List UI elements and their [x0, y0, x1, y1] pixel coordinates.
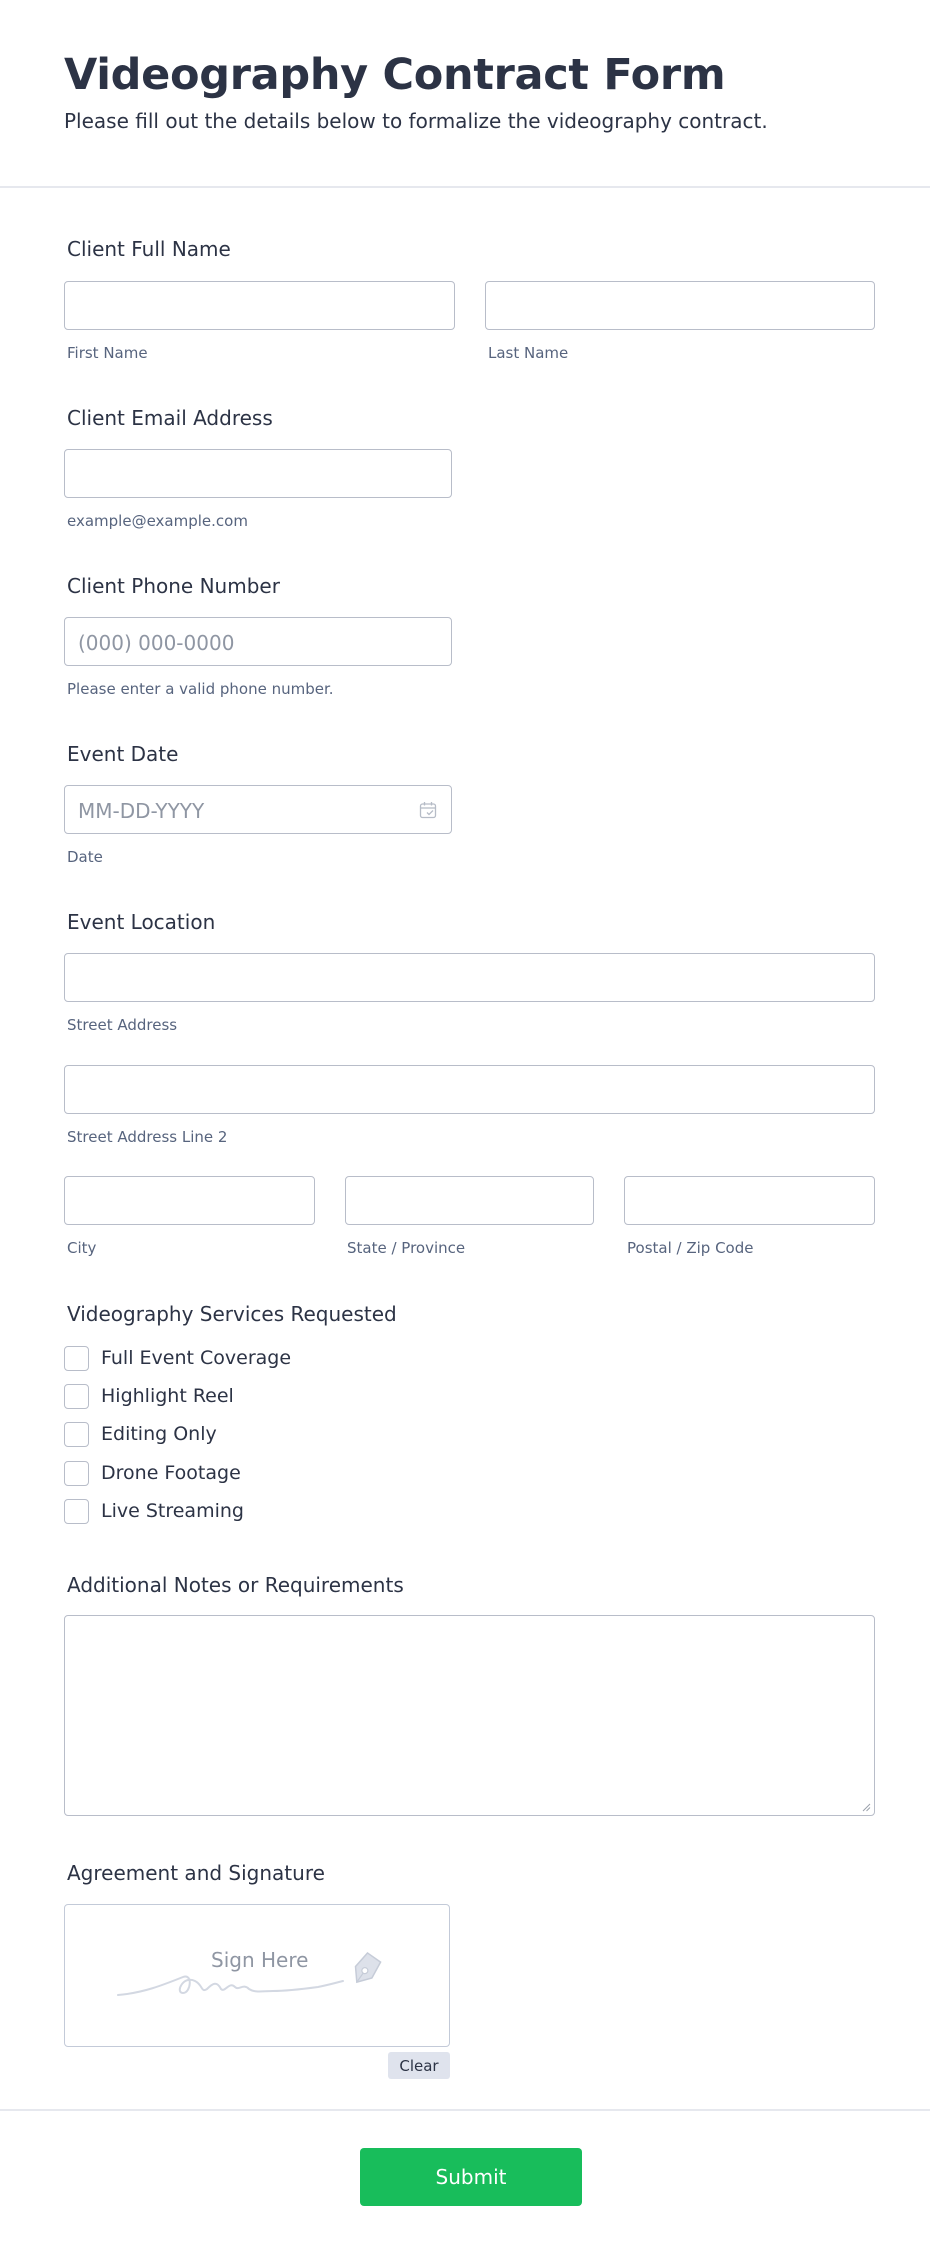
sign-here-prompt: Sign Here: [211, 1948, 309, 1972]
service-option-editing-only[interactable]: [64, 1421, 217, 1447]
form-header: [0, 0, 930, 188]
phone-placeholder: (000) 000-0000: [78, 631, 235, 655]
street-address-line2-sublabel: Street Address Line 2: [67, 1128, 228, 1146]
service-option-live-streaming[interactable]: [64, 1498, 244, 1524]
event-date-sublabel: Date: [67, 848, 103, 866]
notes-label: Additional Notes or Requirements: [67, 1573, 404, 1597]
first-name-sublabel: First Name: [67, 344, 148, 362]
street-address-input[interactable]: [64, 953, 875, 1002]
signature-pad[interactable]: [64, 1904, 450, 2047]
street-address-sublabel: Street Address: [67, 1016, 178, 1034]
zip-sublabel: Postal / Zip Code: [627, 1239, 754, 1257]
event-location-label: Event Location: [67, 910, 216, 934]
notes-textarea[interactable]: [64, 1615, 875, 1816]
state-input[interactable]: [345, 1176, 594, 1225]
email-sublabel: example@example.com: [67, 512, 248, 530]
phone-label: Client Phone Number: [67, 574, 280, 598]
zip-input[interactable]: [624, 1176, 875, 1225]
phone-input[interactable]: [64, 617, 452, 666]
service-option-drone-footage[interactable]: [64, 1460, 241, 1486]
client-name-label: Client Full Name: [67, 237, 231, 261]
street-address-line2-input[interactable]: [64, 1065, 875, 1114]
service-option-highlight-reel[interactable]: [64, 1383, 234, 1409]
clear-signature-button[interactable]: Clear: [388, 2052, 450, 2079]
pen-nib-icon: [349, 1952, 383, 1988]
service-option-label: Highlight Reel: [101, 1385, 234, 1407]
submit-button[interactable]: Submit: [360, 2148, 582, 2206]
last-name-input[interactable]: [485, 281, 875, 330]
service-option-label: Full Event Coverage: [101, 1347, 292, 1369]
phone-sublabel: Please enter a valid phone number.: [67, 680, 334, 698]
email-label: Client Email Address: [67, 406, 273, 430]
calendar-icon[interactable]: [419, 801, 437, 819]
service-option-label: Drone Footage: [101, 1462, 241, 1484]
resize-handle-icon[interactable]: [861, 1802, 871, 1812]
event-date-input[interactable]: [64, 785, 452, 834]
checkbox[interactable]: [64, 1461, 89, 1486]
checkbox[interactable]: [64, 1422, 89, 1447]
checkbox[interactable]: [64, 1384, 89, 1409]
event-date-label: Event Date: [67, 742, 179, 766]
footer-divider: [0, 2109, 930, 2111]
services-label: Videography Services Requested: [67, 1302, 397, 1326]
event-date-placeholder: MM-DD-YYYY: [78, 799, 205, 823]
email-input[interactable]: [64, 449, 452, 498]
page-subtitle: Please fill out the details below to formalize the videography contract.: [64, 109, 768, 133]
first-name-input[interactable]: [64, 281, 455, 330]
page-title: Videography Contract Form: [64, 50, 726, 100]
service-option-full-event-coverage[interactable]: [64, 1345, 291, 1371]
service-option-label: Editing Only: [101, 1423, 217, 1445]
signature-label: Agreement and Signature: [67, 1861, 325, 1885]
state-sublabel: State / Province: [347, 1239, 466, 1257]
city-input[interactable]: [64, 1176, 315, 1225]
checkbox[interactable]: [64, 1499, 89, 1524]
city-sublabel: City: [67, 1239, 97, 1257]
last-name-sublabel: Last Name: [488, 344, 569, 362]
service-option-label: Live Streaming: [101, 1500, 244, 1522]
checkbox[interactable]: [64, 1346, 89, 1371]
